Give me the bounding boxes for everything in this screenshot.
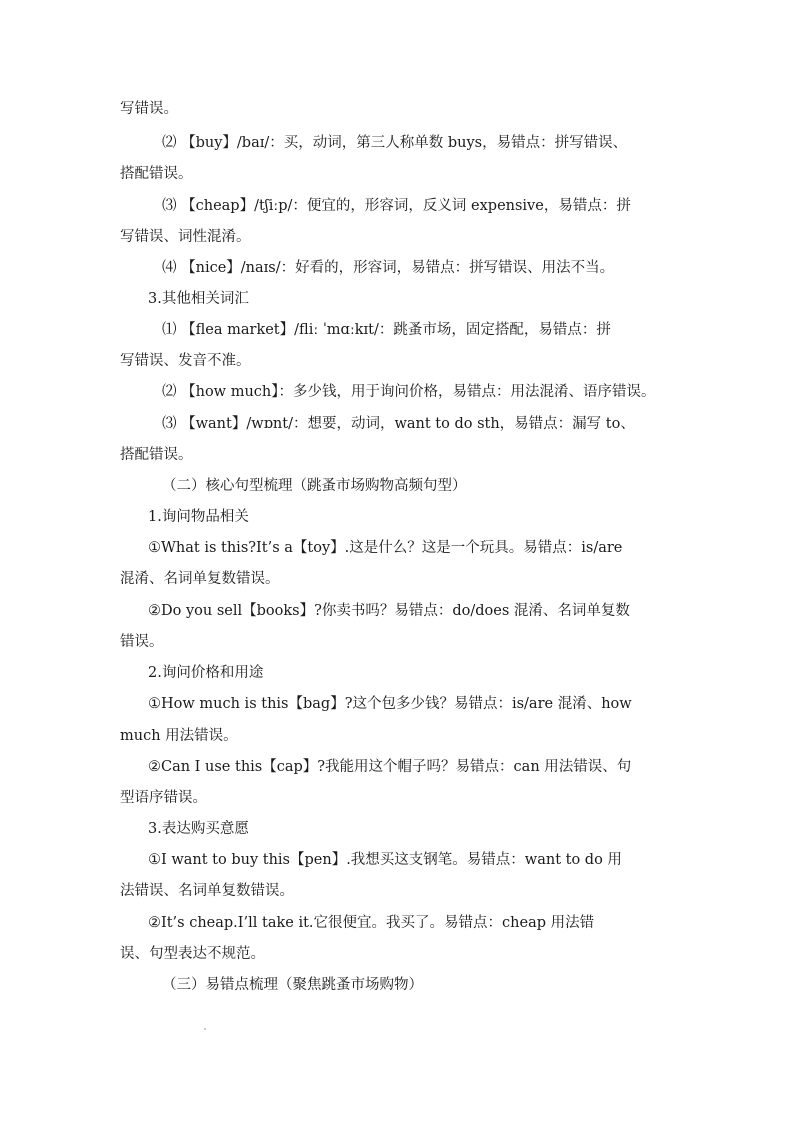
text-line: 法错误、名词单复数错误。	[120, 883, 294, 899]
text-line: ①I want to buy this【pen】.我想买这支钢笔。易错点：want to do 用	[148, 852, 622, 868]
text-line: 写错误。	[120, 101, 178, 117]
text-line: ②Can I use this【cap】?我能用这个帽子吗？易错点：can 用法错误、句	[148, 759, 632, 775]
text-line: 搭配错误。	[120, 447, 193, 463]
text-line: 混淆、名词单复数错误。	[120, 571, 280, 587]
text-line: ⑶ 【want】/wɒnt/：想要，动词，want to do sth，易错点：漏写 to、	[162, 416, 635, 432]
text-line: ①How much is this【bag】?这个包多少钱？易错点：is/are 混淆、how	[148, 696, 632, 712]
subsection-heading: 1.询问物品相关	[148, 509, 249, 525]
text-line: ⑶ 【cheap】/tʃiːp/：便宜的，形容词，反义词 expensive，易错点：拼	[162, 198, 631, 214]
text-line: ⑵ 【buy】/baɪ/：买，动词，第三人称单数 buys，易错点：拼写错误、	[162, 135, 628, 151]
text-line: ②Do you sell【books】?你卖书吗？易错点：do/does 混淆、名词单复数	[148, 603, 630, 619]
text-line: 写错误、词性混淆。	[120, 229, 251, 245]
text-line: 搭配错误。	[120, 166, 193, 182]
subsection-heading: 2.询问价格和用途	[148, 665, 264, 681]
text-line: 写错误、发音不准。	[120, 353, 251, 369]
text-line: 型语序错误。	[120, 790, 207, 806]
text-line: ⑴ 【flea market】/fliː ˈmɑːkɪt/：跳蚤市场，固定搭配，易错点：拼	[162, 322, 611, 338]
text-line: 错误。	[120, 634, 164, 650]
text-line: ⑷ 【nice】/naɪs/：好看的，形容词，易错点：拼写错误、用法不当。	[162, 260, 615, 276]
text-line: much 用法错误。	[120, 728, 238, 744]
text-line: ②It’s cheap.I’ll take it.它很便宜。我买了。易错点：cheap 用法错	[148, 915, 595, 931]
subsection-heading: 3.表达购买意愿	[148, 821, 249, 837]
section-heading: 3.其他相关词汇	[148, 291, 249, 307]
section-heading: （二）核心句型梳理（跳蚤市场购物高频句型）	[162, 478, 467, 494]
section-heading: （三）易错点梳理（聚焦跳蚤市场购物）	[162, 977, 423, 993]
decorative-dot	[204, 1028, 206, 1030]
text-line: ①What is this?It’s a【toy】.这是什么？这是一个玩具。易错点：is/are	[148, 540, 623, 556]
text-line: ⑵ 【how much】：多少钱，用于询问价格，易错点：用法混淆、语序错误。	[162, 384, 656, 400]
text-line: 误、句型表达不规范。	[120, 946, 265, 962]
